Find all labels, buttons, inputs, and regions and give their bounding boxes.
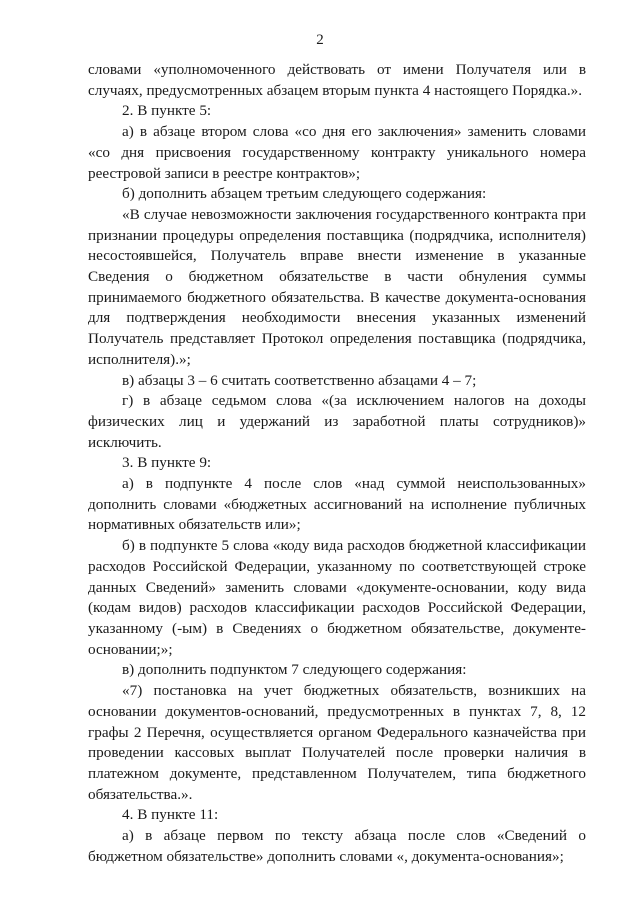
paragraph: а) в абзаце первом по тексту абзаца после слов «Сведений о бюджетном обязательстве» дополнить словами «, документа-основания»; <box>88 827 586 865</box>
paragraph: «В случае невозможности заключения государственного контракта при признании процедуры определения поставщика (подрядчика, исполнителя) несостоявшейся, Получатель вправе внести изменение в указанные Сведения о бюджетном обязательстве в части обнуления суммы принимаемого бюджетного обязательства. В качестве документа-основания для подтверждения необходимости внесения указанных изменений Получатель представляет Протокол определения поставщика (подрядчика, исполнителя).»; <box>88 205 586 368</box>
paragraph: б) дополнить абзацем третьим следующего содержания: <box>122 185 487 203</box>
paragraph: в) абзацы 3 – 6 считать соответственно абзацами 4 – 7; <box>122 371 477 389</box>
paragraph: г) в абзаце седьмом слова «(за исключением налогов на доходы физических лиц и удержаний из заработной платы сотрудников)» исключить. <box>88 392 586 451</box>
paragraph: 4. В пункте 11: <box>122 806 219 824</box>
document-body <box>88 60 586 867</box>
page-number: 2 <box>316 32 324 48</box>
paragraph: в) дополнить подпунктом 7 следующего содержания: <box>122 661 467 679</box>
paragraph: «7) постановка на учет бюджетных обязательств, возникших на основании документов-оснований, предусмотренных в пунктах 7, 8, 12 графы 2 Перечня, осуществляется органом Федерального казначейства при проведении кассовых выплат Получателей после проверки наличия в платежном документе, представленном Получателем, типа бюджетного обязательства.». <box>88 682 586 803</box>
paragraph: а) в подпункте 4 после слов «над суммой неиспользованных» дополнить словами «бюджетных ассигнований на исполнение публичных нормативных обязательств или»; <box>88 475 586 534</box>
paragraph: 2. В пункте 5: <box>122 102 212 120</box>
paragraph: словами «уполномоченного действовать от имени Получателя или в случаях, предусмотренных абзацем вторым пункта 4 настоящего Порядка.». <box>88 61 586 99</box>
paragraph: а) в абзаце втором слова «со дня его заключения» заменить словами «со дня присвоения государственному контракту уникального номера реестровой записи в реестре контрактов»; <box>88 123 586 182</box>
paragraph: б) в подпункте 5 слова «коду вида расходов бюджетной классификации расходов Российской Федерации, указанному по соответствующей строке данных Сведений» заменить словами «документе-основании, коду вида (кодам видов) расходов классификации расходов Российской Федерации, указанному (-ым) в Сведениях о бюджетном обязательстве, документе-основании;»; <box>88 537 586 658</box>
paragraph: 3. В пункте 9: <box>122 454 212 472</box>
